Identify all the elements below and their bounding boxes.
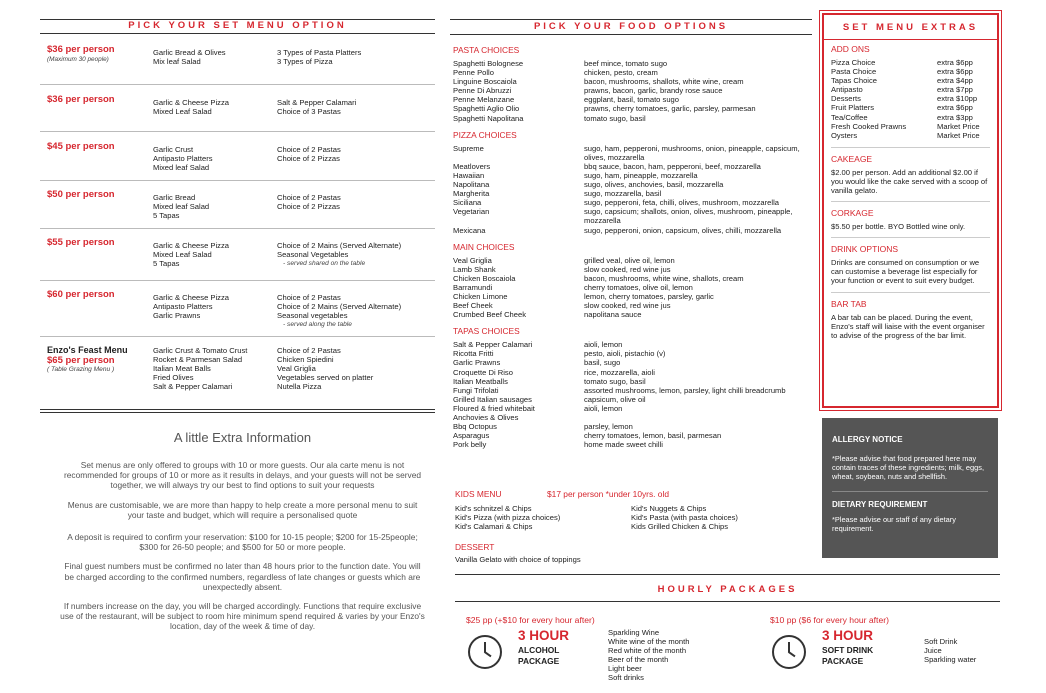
set-menu-bottom-rule-2 [40, 412, 435, 413]
bar-tab-text: A bar tab can be placed. During the event, Enzo's staff will liaise with the event organiser to advise of the progress of the bar limit. [831, 312, 985, 340]
food-item-desc: basil, sugo [584, 358, 621, 368]
food-item-name: Penne Di Abruzzi [453, 86, 512, 96]
food-section-title: PIZZA CHOICES [453, 129, 517, 140]
food-item [453, 198, 813, 207]
food-item-name: Meatlovers [453, 161, 491, 171]
option-item: Mix leaf Salad [153, 57, 201, 67]
food-item-desc: eggplant, basil, tomato sugo [584, 95, 679, 105]
allergy-divider [832, 491, 988, 492]
option-divider [40, 280, 435, 281]
addon-name: Pasta Choice [831, 67, 877, 77]
food-item-name: Croquette Di Riso [453, 367, 513, 377]
food-item-desc: beef mince, tomato sugo [584, 59, 668, 68]
option-price: $55 per person [47, 237, 115, 248]
package-item: Light beer [608, 664, 642, 674]
option-item: Choice of 2 Pastas [277, 145, 341, 154]
option-item: Garlic Bread [153, 193, 196, 202]
food-item-desc: tomato sugo, basil [584, 376, 646, 386]
option-note: - served shared on the table [283, 260, 366, 268]
option-col-1 [153, 193, 273, 220]
food-item-desc: slow cooked, red wine jus [584, 301, 671, 311]
food-item [453, 413, 813, 422]
set-menu-extras-box [822, 13, 999, 408]
food-item-desc: aioli, lemon [584, 340, 623, 350]
option-item: 5 Tapas [153, 259, 180, 269]
food-item-name: Mexicana [453, 225, 486, 235]
option-price-block [47, 94, 152, 105]
food-item-desc: slow cooked, red wine jus [584, 264, 671, 274]
food-item-name: Bbq Octopus [453, 422, 497, 432]
food-item [453, 431, 813, 440]
option-price-block [47, 141, 152, 152]
food-item [453, 207, 813, 225]
option-col-1 [153, 145, 273, 172]
food-section [453, 326, 813, 449]
food-section [453, 45, 813, 123]
food-item-name: Lamb Shank [453, 264, 496, 274]
food-item-desc: sugo, capsicum; shallots, onion, olives, mushroom, pineapple, mozzarella [584, 207, 793, 226]
divider [831, 147, 990, 148]
food-item-desc: home made sweet chilli [584, 440, 663, 450]
kids-item: Kid's Pasta (with pasta choices) [631, 513, 738, 523]
addon-price: extra $3pp [937, 112, 973, 122]
food-item-desc: parsley, lemon [584, 422, 633, 432]
food-item [453, 358, 813, 367]
addon-price: Market Price [937, 121, 980, 131]
feast-item: Choice of 2 Pastas [277, 346, 341, 355]
set-menu-title: PICK YOUR SET MENU OPTION [128, 20, 347, 31]
food-item-name: Hawaiian [453, 170, 485, 180]
option-item: 5 Tapas [153, 211, 180, 221]
option-note: - served along the table [283, 321, 352, 329]
addon-price: extra $6pp [937, 103, 973, 113]
option-col-1 [153, 293, 273, 320]
addon-price: extra $6pp [937, 58, 973, 67]
food-item-name: Siciliana [453, 198, 482, 208]
option-divider [40, 180, 435, 181]
food-item-desc: sugo, ham, pepperoni, mushrooms, onion, pineapple, capsicum, olives, mozzarella [584, 143, 800, 162]
option-col-1 [153, 48, 273, 66]
option-item: Antipasto Platters [153, 302, 213, 312]
food-item [453, 349, 813, 358]
drink-options-text: Drinks are consumed on consumption or we can customise a beverage list especially for your function or event to suit every budget. [831, 258, 980, 286]
food-item-desc: prawns, bacon, garlic, brandy rose sauce [584, 86, 723, 96]
option-item: 3 Types of Pizza [277, 57, 333, 67]
dietary-text: *Please advise our staff of any dietary requirement. [832, 514, 956, 533]
food-item [453, 283, 813, 292]
package-item: Red white of the month [608, 646, 687, 656]
feast-item: Nutella Pizza [277, 382, 322, 392]
food-item [453, 226, 813, 235]
food-item-name: Veal Griglia [453, 255, 492, 265]
option-divider [40, 228, 435, 229]
food-item-desc: tomato sugo, basil [584, 113, 646, 123]
option-divider [40, 131, 435, 132]
food-sections [453, 45, 813, 456]
dietary-title: DIETARY REQUIREMENT [832, 499, 928, 509]
option-item: Garlic & Cheese Pizza [153, 293, 229, 302]
package-name: ALCOHOL [518, 645, 560, 655]
food-item-name: Ricotta Fritti [453, 349, 494, 359]
option-col-1 [153, 98, 273, 116]
food-item-name: Napolitana [453, 180, 490, 190]
kids-item: Kids Grilled Chicken & Chips [631, 522, 729, 532]
extra-info-paragraph: Final guest numbers must be confirmed no later than 48 hours prior to the function date. You will be charged according to the confirmed numbers, regardless of late changes or guests which are unexpectedly absent. [64, 561, 421, 592]
food-item [453, 368, 813, 377]
kids-menu-price: $17 per person *under 10yrs. old [547, 489, 669, 499]
food-section-title: TAPAS CHOICES [453, 326, 520, 337]
addon-row [831, 122, 990, 131]
hourly-title-rule [455, 601, 1000, 602]
corkage-text: $5.50 per bottle. BYO Bottled wine only. [831, 222, 966, 232]
kids-menu [455, 489, 810, 531]
cakeage-title: CAKEAGE [831, 153, 873, 164]
option-subnote: (Maximum 30 people) [47, 56, 109, 63]
kids-col-1 [455, 504, 631, 531]
food-item-desc: aioli, lemon [584, 403, 623, 413]
divider [831, 201, 990, 202]
extra-info-title: A little Extra Information [173, 430, 312, 445]
food-item [453, 377, 813, 386]
feast-item: Veal Griglia [277, 364, 316, 374]
kids-col-2 [631, 504, 738, 531]
food-item-name: Asparagus [453, 431, 490, 441]
set-menu-title-rule [40, 33, 435, 34]
food-item [453, 86, 813, 95]
addon-name: Antipasto [831, 85, 863, 95]
cakeage-text: $2.00 per person. Add an additional $2.00 if you would like the cake served with a scoop of vanilla gelato. [831, 167, 988, 196]
option-divider [40, 84, 435, 85]
food-section [453, 130, 813, 235]
addon-row [831, 113, 990, 122]
food-item-desc: sugo, pepperoni, onion, capsicum, olives, chilli, mozzarella [584, 225, 782, 235]
extra-info-paragraph: A deposit is required to confirm your reservation: $100 for 10-15 people; $200 for 15-25people; $300 for 26-50 people; and $500 for 50 or more people. [67, 532, 418, 553]
option-price-block [47, 237, 152, 248]
food-item [453, 404, 813, 413]
hourly-top-rule [455, 574, 1000, 575]
food-item-desc: sugo, mozzarella, basil [584, 189, 662, 199]
option-item: Choice of 3 Pastas [277, 107, 341, 117]
option-divider [40, 336, 435, 337]
food-item-desc: bacon, mushrooms, white wine, shallots, cream [584, 273, 744, 283]
feast-item: Salt & Pepper Calamari [153, 382, 233, 392]
addon-name: Tea/Coffee [831, 112, 868, 122]
food-title: PICK YOUR FOOD OPTIONS [533, 21, 729, 32]
food-item [453, 104, 813, 113]
package-name: PACKAGE [822, 656, 864, 666]
food-item-name: Supreme [453, 143, 484, 153]
option-price-block [47, 44, 152, 63]
food-section [453, 242, 813, 320]
food-item-desc: prawns, cherry tomatoes, garlic, parsley, parmesan [584, 104, 756, 114]
food-item [453, 292, 813, 301]
food-item [453, 162, 813, 171]
option-col-2 [277, 241, 437, 268]
food-item-name: Garlic Prawns [453, 358, 501, 368]
dessert-item: Vanilla Gelato with choice of toppings [455, 555, 581, 564]
food-item-name: Beef Cheek [453, 301, 493, 311]
food-section-title: MAIN CHOICES [453, 241, 515, 252]
feast-subnote: ( Table Grazing Menu ) [47, 366, 115, 373]
food-top-rule [450, 19, 812, 20]
food-item [453, 189, 813, 198]
food-item [453, 310, 813, 319]
option-col-2 [277, 145, 437, 163]
addon-row [831, 67, 990, 76]
kids-item: Kid's Pizza (with pizza choices) [455, 513, 561, 523]
option-item: Choice of 2 Mains (Served Alternate) [277, 241, 402, 250]
food-item-desc: sugo, ham, pineapple, mozzarella [584, 170, 698, 180]
package-price: $25 pp (+$10 for every hour after) [466, 615, 595, 625]
addon-price: Market Price [937, 130, 980, 140]
addon-name: Fruit Platters [831, 103, 875, 113]
food-item [453, 180, 813, 189]
food-item-name: Spaghetti Bolognese [453, 59, 524, 68]
addon-price: extra $7pp [937, 85, 973, 95]
food-item [453, 144, 813, 162]
package-item: Soft drinks [608, 673, 644, 683]
dessert [455, 542, 581, 564]
food-item-desc: sugo, olives, anchovies, basil, mozzarella [584, 180, 724, 190]
food-item-name: Penne Pollo [453, 68, 494, 78]
food-item [453, 265, 813, 274]
feast-item: Garlic Crust & Tomato Crust [153, 346, 248, 355]
food-item-name: Barramundi [453, 282, 493, 292]
option-item: Salt & Pepper Calamari [277, 98, 357, 107]
option-price: $36 per person [47, 94, 115, 105]
addons-list [831, 58, 990, 140]
option-item: Choice of 2 Pizzas [277, 202, 340, 212]
food-item-name: Grilled Italian sausages [453, 394, 532, 404]
allergy-title: ALLERGY NOTICE [832, 435, 903, 444]
corkage-title: CORKAGE [831, 208, 874, 219]
dessert-title: DESSERT [455, 542, 495, 552]
option-col-2 [277, 48, 437, 66]
option-item: Seasonal vegetables [277, 311, 348, 321]
kids-item: Kid's schnitzel & Chips [455, 504, 532, 513]
food-item-name: Chicken Boscaiola [453, 273, 516, 283]
addon-row [831, 131, 990, 140]
food-item-desc: rice, mozzarella, aioli [584, 367, 655, 377]
extra-info-body [60, 460, 425, 641]
food-item-name: Spaghetti Napolitana [453, 113, 524, 123]
kids-item: Kid's Nuggets & Chips [631, 504, 707, 513]
option-item: Garlic Crust [153, 145, 194, 154]
kids-item: Kid's Calamari & Chips [455, 522, 533, 532]
option-item: Choice of 2 Pastas [277, 193, 341, 202]
clock-icon [772, 635, 806, 669]
food-item [453, 422, 813, 431]
food-item-desc: chicken, pesto, cream [584, 68, 658, 78]
food-item [453, 274, 813, 283]
package-item: Beer of the month [608, 655, 669, 665]
hourly-package [466, 615, 696, 690]
option-item: Antipasto Platters [153, 154, 213, 164]
food-item [453, 340, 813, 349]
option-col-2 [277, 98, 437, 116]
package-item: Sparkling Wine [608, 628, 660, 637]
package-hours: 3 HOUR [822, 628, 874, 643]
addon-price: extra $4pp [937, 76, 973, 86]
hourly-title: HOURLY PACKAGES [657, 584, 798, 595]
feast-item: Vegetables served on platter [277, 373, 374, 383]
package-item: Sparkling water [924, 655, 977, 665]
food-item-desc: napolitana sauce [584, 310, 642, 320]
food-item-desc: cherry tomatoes, olive oil, lemon [584, 282, 693, 292]
food-item-desc: capsicum, olive oil [584, 394, 646, 404]
addon-name: Fresh Cooked Prawns [831, 121, 907, 131]
addon-row [831, 85, 990, 94]
addon-row [831, 103, 990, 112]
food-item [453, 114, 813, 123]
food-item [453, 95, 813, 104]
option-col-1 [153, 241, 273, 268]
option-col-2 [277, 293, 437, 329]
food-item-name: Linguine Boscaiola [453, 77, 517, 87]
food-item-name: Penne Melanzane [453, 95, 515, 105]
package-items [924, 637, 1024, 664]
package-items [608, 628, 708, 683]
divider [831, 237, 990, 238]
food-item [453, 171, 813, 180]
option-item: Mixed Leaf Salad [153, 107, 212, 117]
food-item [453, 68, 813, 77]
option-item: Garlic & Cheese Pizza [153, 98, 229, 107]
food-item [453, 440, 813, 449]
kids-menu-title: KIDS MENU [455, 489, 502, 499]
extra-info-paragraph: If numbers increase on the day, you will be charged accordingly. Functions that require exclusive use of the restaurant, will be subject to room hire minimum spend required & varies by your Enzo's location, day of the week & time of day. [60, 601, 425, 632]
feast-item: Chicken Spiedini [277, 355, 334, 365]
option-price: $50 per person [47, 189, 115, 200]
option-item: Choice of 2 Pizzas [277, 154, 340, 164]
option-item: Garlic Bread & Olives [153, 48, 226, 57]
option-price: $60 per person [47, 289, 115, 300]
option-item: Mixed leaf Salad [153, 202, 210, 212]
food-item-desc: assorted mushrooms, lemon, parsley, light chilli breadcrumb [584, 385, 786, 395]
allergy-text: *Please advise that food prepared here may contain traces of these ingredients; milk, eggs, wheat, soybean, nuts and shellfish. [832, 454, 984, 482]
option-price: $45 per person [47, 141, 115, 152]
addon-price: extra $10pp [937, 94, 978, 104]
food-item-desc: bacon, mushrooms, shallots, white wine, cream [584, 77, 744, 87]
food-item-name: Fungi Trifolati [453, 385, 499, 395]
food-item-name: Spaghetti Aglio Olio [453, 104, 520, 114]
food-item-name: Anchovies & Olives [453, 413, 519, 422]
food-item [453, 59, 813, 68]
feast-col-2 [277, 346, 437, 391]
bar-tab-title: BAR TAB [831, 298, 867, 309]
addon-price: extra $6pp [937, 67, 973, 77]
addon-name: Desserts [831, 94, 861, 104]
food-item-name: Pork belly [453, 440, 487, 450]
food-item-desc [584, 413, 809, 422]
package-price: $10 pp ($6 for every hour after) [770, 615, 889, 625]
option-price-block [47, 189, 152, 200]
option-item: Choice of 2 Pastas [277, 293, 341, 302]
food-item-desc: lemon, cherry tomatoes, parsley, garlic [584, 291, 714, 301]
food-item-name: Margherita [453, 189, 490, 199]
food-item [453, 301, 813, 310]
food-item-desc: cherry tomatoes, lemon, basil, parmesan [584, 431, 722, 441]
extras-title: SET MENU EXTRAS [842, 22, 979, 33]
food-item [453, 77, 813, 86]
package-item: Juice [924, 646, 942, 656]
food-item-desc: bbq sauce, bacon, ham, pepperoni, beef, mozzarella [584, 161, 761, 171]
feast-item: Fried Olives [153, 373, 194, 383]
food-item-desc: grilled veal, olive oil, lemon [584, 255, 675, 265]
feast-item: Rocket & Parmesan Salad [153, 355, 243, 365]
option-item: Garlic & Cheese Pizza [153, 241, 229, 250]
extra-info-paragraph: Menus are customisable, we are more than happy to help create a more personal menu to suit your taste and budget, which will require a personalised quote [67, 499, 418, 520]
food-item-desc: sugo, pepperoni, feta, chilli, olives, mushroom, mozzarella [584, 198, 779, 208]
option-item: Choice of 2 Mains (Served Alternate) [277, 302, 402, 312]
food-item [453, 256, 813, 265]
food-item-name: Crumbed Beef Cheek [453, 310, 527, 320]
addon-row [831, 94, 990, 103]
food-section-title: PASTA CHOICES [453, 45, 520, 55]
food-item-name: Chicken Limone [453, 291, 508, 301]
clock-icon [468, 635, 502, 669]
feast-item: Italian Meat Balls [153, 364, 211, 374]
addon-row [831, 76, 990, 85]
food-item [453, 386, 813, 395]
option-item: Garlic Prawns [153, 311, 201, 321]
divider [831, 292, 990, 293]
feast-name: Enzo's Feast Menu [47, 345, 128, 355]
food-title-rule [450, 34, 812, 35]
option-item: Seasonal Vegetables [277, 250, 349, 260]
addon-name: Tapas Choice [831, 76, 878, 86]
package-item: White wine of the month [608, 637, 690, 647]
extra-info-paragraph: Set menus are only offered to groups with 10 or more guests. Our ala carte menu is not recommended for groups of 10 or more as it results in delays, and your guests will not be served together, we will always try our best to find options to suit your requests [63, 460, 422, 491]
food-item-name: Salt & Pepper Calamari [453, 340, 533, 350]
feast-price: $65 per person [47, 355, 115, 366]
addon-name: Oysters [831, 130, 858, 140]
hourly-package [770, 615, 1000, 690]
option-price: $36 per person [47, 44, 115, 55]
package-hours: 3 HOUR [518, 628, 570, 643]
package-name: PACKAGE [518, 656, 560, 666]
feast-col-1 [153, 346, 277, 391]
package-name: SOFT DRINK [822, 645, 874, 655]
option-price-block [47, 289, 152, 300]
option-item: Mixed leaf Salad [153, 163, 210, 173]
addon-row [831, 58, 990, 67]
food-item-name: Italian Meatballs [453, 376, 508, 386]
food-item-name: Floured & fried whitebait [453, 403, 535, 413]
allergy-panel [822, 418, 998, 558]
option-item: 3 Types of Pasta Platters [277, 48, 362, 57]
set-menu-bottom-rule [40, 409, 435, 410]
feast-price-block [47, 345, 152, 373]
option-col-2 [277, 193, 437, 211]
addon-name: Pizza Choice [831, 58, 876, 67]
food-item-name: Vegetarian [453, 207, 490, 217]
option-item: Mixed Leaf Salad [153, 250, 212, 260]
package-item: Soft Drink [924, 637, 958, 646]
food-item [453, 395, 813, 404]
drink-options-title: DRINK OPTIONS [831, 244, 899, 255]
addons-title: ADD ONS [831, 44, 870, 54]
food-item-desc: pesto, aioli, pistachio (v) [584, 349, 666, 359]
